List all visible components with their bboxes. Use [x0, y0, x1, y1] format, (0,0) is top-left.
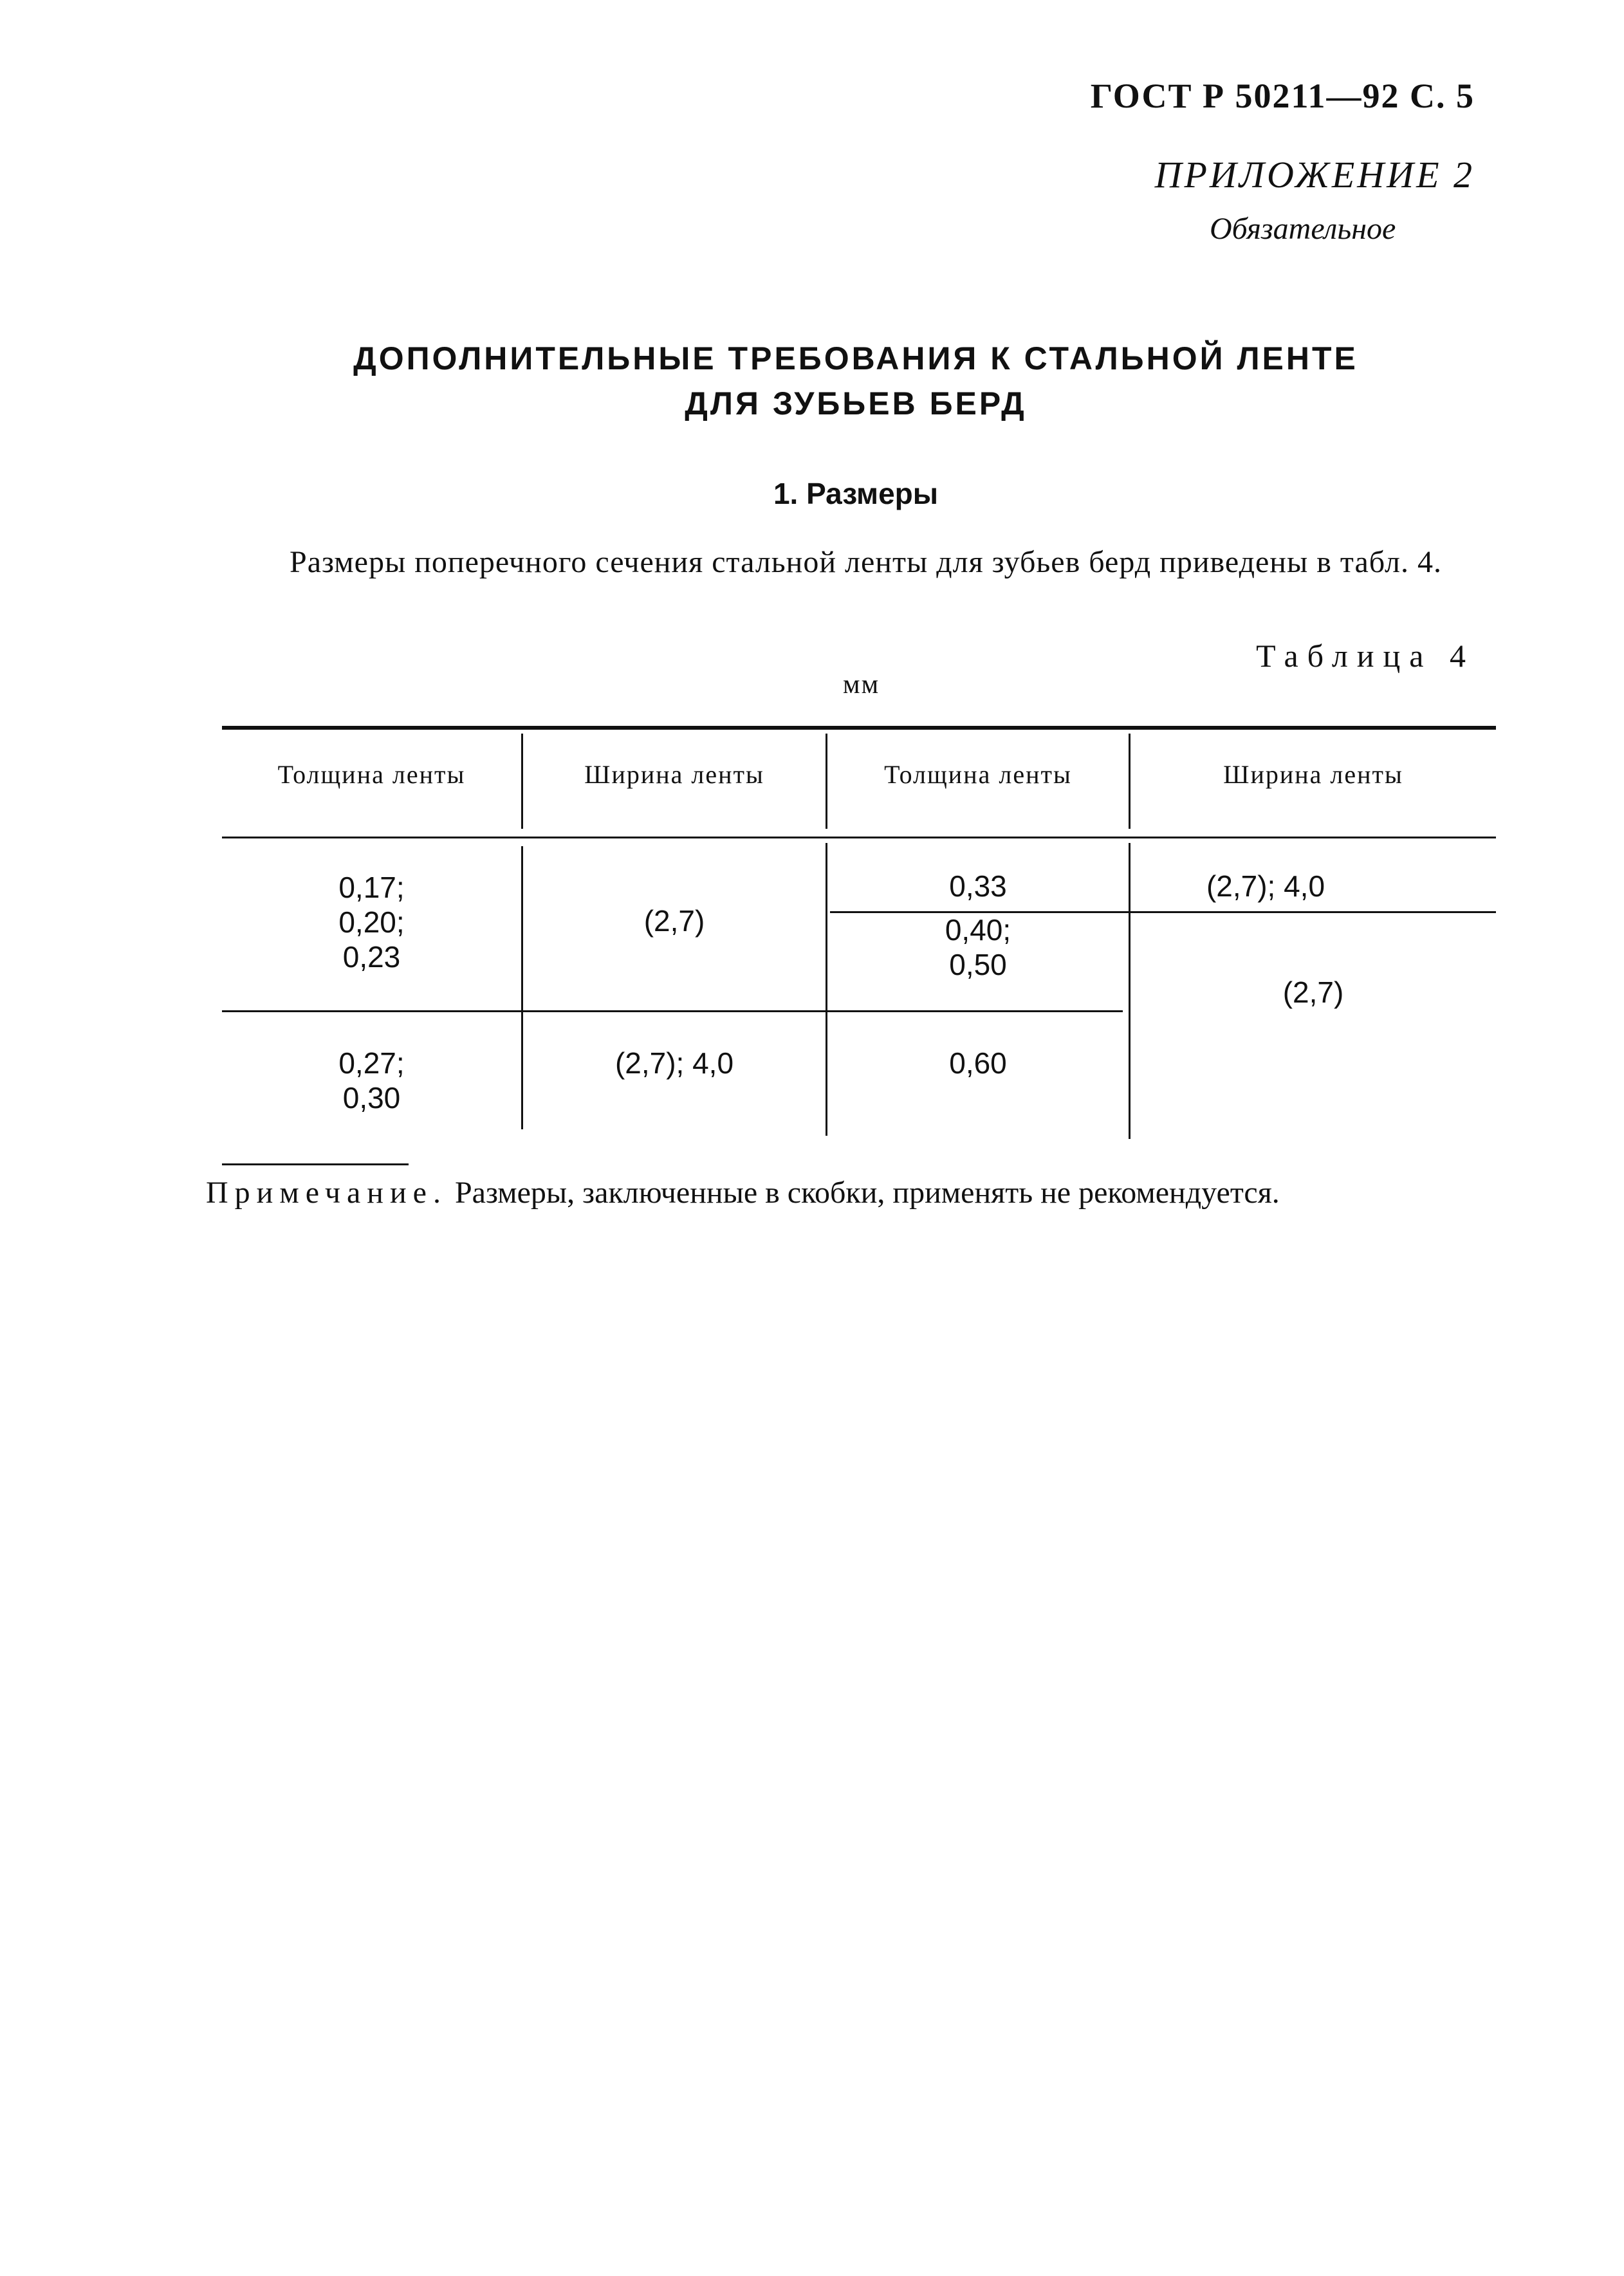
table-cell [222, 870, 521, 974]
note-text: Размеры, заключенные в скобки, применять не рекомендуется. [454, 1176, 1280, 1210]
appendix-title: ПРИЛОЖЕНИЕ 2 [1154, 154, 1475, 196]
table-cell: (2,7); 4,0 [1206, 869, 1325, 903]
section-heading: 1. Размеры [773, 477, 939, 510]
table-units: мм [843, 670, 880, 699]
thickness-value: 0,30 [342, 1081, 401, 1115]
thickness-value: 0,17; [338, 871, 405, 904]
document-title-line-2: ДЛЯ ЗУБЬЕВ БЕРД [685, 385, 1027, 421]
table-caption: Таблица 4 [1256, 638, 1475, 674]
document-code: ГОСТ Р 50211—92 С. 5 [1090, 77, 1475, 115]
table-cell: 0,60 [949, 1046, 1007, 1080]
table-cell: (2,7) [643, 904, 705, 938]
appendix-status: Обязательное [1210, 212, 1396, 246]
table-row-rule [222, 1010, 1123, 1012]
table-cell [222, 1046, 521, 1115]
thickness-value: 0,20; [338, 905, 405, 939]
section-paragraph: Размеры поперечного сечения стальной ленты для зубьев берд приведены в табл. 4. [290, 545, 1442, 579]
note-label: Примечание. [206, 1176, 447, 1210]
table-header-rule [222, 837, 1496, 838]
table-cell: (2,7); 4,0 [614, 1046, 734, 1080]
table-top-rule [222, 726, 1496, 730]
table-cell: 0,33 [949, 869, 1007, 903]
table-header-width: Ширина ленты [584, 760, 764, 789]
table-header-thickness: Толщина ленты [277, 760, 466, 789]
note-rule [222, 1163, 409, 1165]
document-title-line-1: ДОПОЛНИТЕЛЬНЫЕ ТРЕБОВАНИЯ К СТАЛЬНОЙ ЛЕНТЕ [353, 340, 1358, 376]
table-note [206, 1171, 1493, 1215]
table-header-thickness: Толщина ленты [884, 760, 1072, 789]
table-cell: (2,7) [1282, 976, 1344, 1009]
table-cell [827, 912, 1129, 982]
table-header-width: Ширина ленты [1223, 760, 1403, 789]
thickness-value: 0,50 [949, 948, 1007, 981]
thickness-value: 0,40; [945, 913, 1011, 947]
table-column-divider [521, 846, 523, 1129]
thickness-value: 0,23 [342, 940, 401, 974]
thickness-value: 0,27; [338, 1046, 405, 1080]
